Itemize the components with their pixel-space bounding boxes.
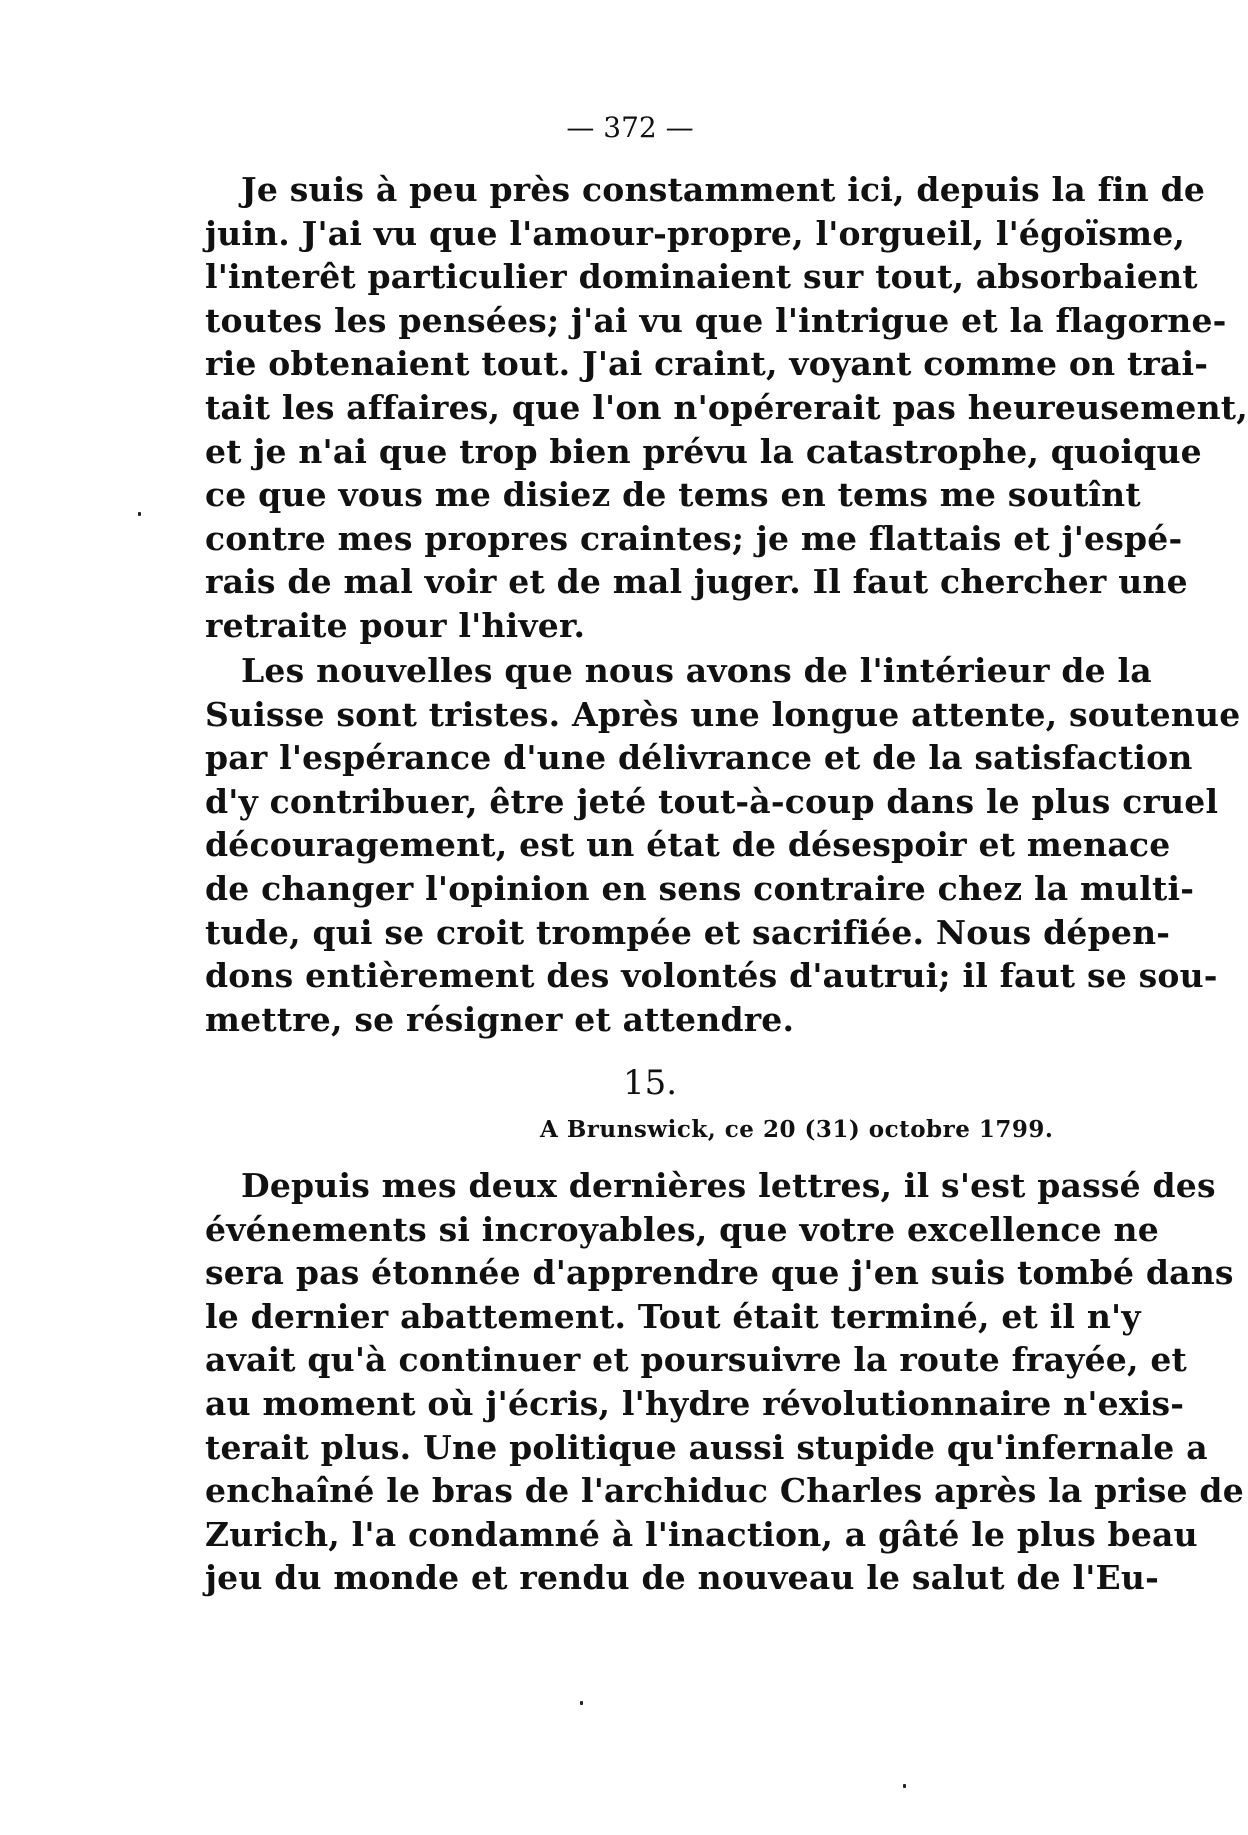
text-line: ce que vous me disiez de tems en tems me soutînt: [205, 475, 1141, 515]
ink-speck: [903, 1784, 906, 1788]
ink-speck: [580, 1701, 583, 1705]
paragraph-2: [205, 649, 1241, 1041]
text-line: et je n'ai que trop bien prévu la catastrophe, quoique: [205, 431, 1202, 471]
text-line: découragement, est un état de désespoir et menace: [205, 825, 1171, 865]
letter-paragraph: [205, 1164, 1244, 1600]
text-line: terait plus. Une politique aussi stupide qu'infernale a: [205, 1427, 1208, 1467]
text-line: retraite pour l'hiver.: [205, 605, 586, 645]
paragraph-1: [205, 168, 1248, 648]
letter-dateline: A Brunswick, ce 20 (31) octobre 1799.: [540, 1116, 1054, 1143]
text-line: le dernier abattement. Tout était terminé, et il n'y: [205, 1296, 1141, 1336]
text-line: toutes les pensées; j'ai vu que l'intrigue et la flagorne-: [205, 300, 1227, 340]
page-number: — 372 —: [566, 111, 694, 144]
text-line: événements si incroyables, que votre excellence ne: [205, 1209, 1159, 1249]
text-line: contre mes propres craintes; je me flattais et j'espé-: [205, 518, 1183, 558]
text-line: mettre, se résigner et attendre.: [205, 999, 795, 1039]
text-line: Zurich, l'a condamné à l'inaction, a gâté le plus beau: [205, 1514, 1198, 1554]
text-line: enchaîné le bras de l'archiduc Charles après la prise de: [205, 1471, 1244, 1511]
text-line: Les nouvelles que nous avons de l'intérieur de la: [241, 651, 1152, 690]
text-line: sera pas étonnée d'apprendre que j'en suis tombé dans: [205, 1253, 1234, 1293]
text-line: de changer l'opinion en sens contraire chez la multi-: [205, 868, 1195, 908]
text-line: dons entièrement des volontés d'autrui; il faut se sou-: [205, 956, 1218, 996]
section-number: 15.: [622, 1063, 678, 1103]
text-line: tude, qui se croit trompée et sacrifiée. Nous dépen-: [205, 912, 1171, 952]
text-line: par l'espérance d'une délivrance et de la satisfaction: [205, 738, 1193, 778]
text-line: Depuis mes deux dernières lettres, il s'est passé des: [241, 1166, 1216, 1205]
text-line: Suisse sont tristes. Après une longue attente, soutenue: [205, 694, 1241, 734]
text-line: tait les affaires, que l'on n'opérerait pas heureusement,: [205, 387, 1248, 427]
text-line: jeu du monde et rendu de nouveau le salut de l'Eu-: [205, 1558, 1159, 1598]
text-line: juin. J'ai vu que l'amour-propre, l'orgueil, l'égoïsme,: [205, 213, 1186, 253]
text-line: avait qu'à continuer et poursuivre la route frayée, et: [205, 1340, 1187, 1380]
text-line: d'y contribuer, être jeté tout-à-coup dans le plus cruel: [205, 781, 1219, 821]
text-line: rais de mal voir et de mal juger. Il faut chercher une: [205, 562, 1188, 602]
ink-speck: [138, 512, 141, 516]
text-line: rie obtenaient tout. J'ai craint, voyant comme on trai-: [205, 344, 1209, 384]
text-line: l'interêt particulier dominaient sur tout, absorbaient: [205, 257, 1198, 297]
text-line: Je suis à peu près constamment ici, depuis la fin de: [241, 170, 1206, 209]
text-line: au moment où j'écris, l'hydre révolutionnaire n'exis-: [205, 1383, 1185, 1423]
